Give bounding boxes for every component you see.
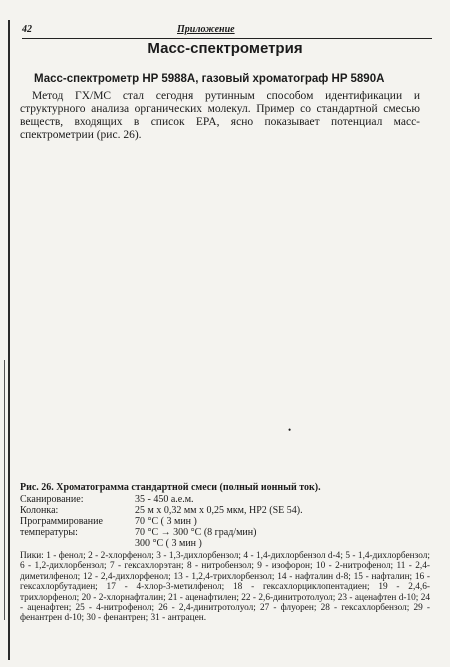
figure-params (20, 494, 430, 549)
param-row (20, 538, 430, 549)
param-row (20, 527, 430, 538)
page-edge-shadow (8, 20, 10, 660)
peak-legend: Пики: 1 - фенол; 2 - 2-хлорфенол; 3 - 1,3-дихлорбензол; 4 - 1,4-дихлорбензол d-4; 5 - 1,4-дихлорбензол; 6 - 1,2-дихлорбензол; 7 - гексахлорэтан; 8 - нитробензол; 9 - изофорон; 10 - 2-нитрофенол; 11 - 2,4-диметилфенол; 12 - 2,4-дихлорфенол; 13 - 1,2,4-трихлорбензол; 14 - нафталин d-8; 15 - нафталин; 16 - гексахлорбутадиен; 17 - 4-хлор-3-метилфенол; 18 - гексахлорциклопентадиен; 19 - 2,4,6-трихлорфенол; 20 - 2-хлорнафталин; 21 - аценафтилен; 22 - 2,6-динитротолуол; 23 - аценафтен d-10; 24 - аценафтен; 25 - 4-нитрофенол; 26 - 2,4-динитротолуол; 27 - флуорен; 28 - гексахлорбензол; 29 - фенантрен d-10; 30 - фенантрен; 31 - антрацен. (20, 551, 430, 624)
page-header (22, 22, 432, 39)
param-value: 70 °C → 300 °C (8 град/мин) (135, 527, 257, 538)
param-key: температуры: (20, 527, 78, 538)
param-key: Программирование (20, 516, 103, 527)
param-value: 70 °C ( 3 мин ) (135, 516, 197, 527)
running-title: Приложение (177, 24, 235, 35)
param-value: 25 м х 0,32 мм х 0,25 мкм, HP2 (SE 54). (135, 505, 303, 516)
param-key: Колонка: (20, 505, 59, 516)
body-paragraph: Метод ГХ/МС стал сегодня рутинным способом идентификации и структурного анализа органических молекул. Пример со стандартной смесью веществ, входящих в список EPA, ясно показывает потенциал масс-спектрометрии (рис. 26). (20, 90, 420, 141)
scan-artifact: • (288, 425, 292, 435)
section-title: Масс-спектрометрия (147, 40, 303, 57)
chromatogram-area-blank (22, 150, 422, 475)
page-edge-shadow-inner (4, 360, 5, 620)
param-value: 300 °C ( 3 мин ) (135, 538, 202, 549)
subheading: Масс-спектрометр HP 5988A, газовый хроматограф HP 5890A (34, 73, 385, 85)
param-row (20, 494, 430, 505)
figure-caption: Рис. 26. Хроматограмма стандартной смеси (полный ионный ток). (20, 482, 321, 493)
figure-caption-block (20, 482, 430, 624)
param-row (20, 505, 430, 516)
param-value: 35 - 450 а.е.м. (135, 494, 194, 505)
page-number: 42 (22, 24, 32, 35)
param-key: Сканирование: (20, 494, 84, 505)
param-row (20, 516, 430, 527)
param-key (20, 538, 135, 549)
